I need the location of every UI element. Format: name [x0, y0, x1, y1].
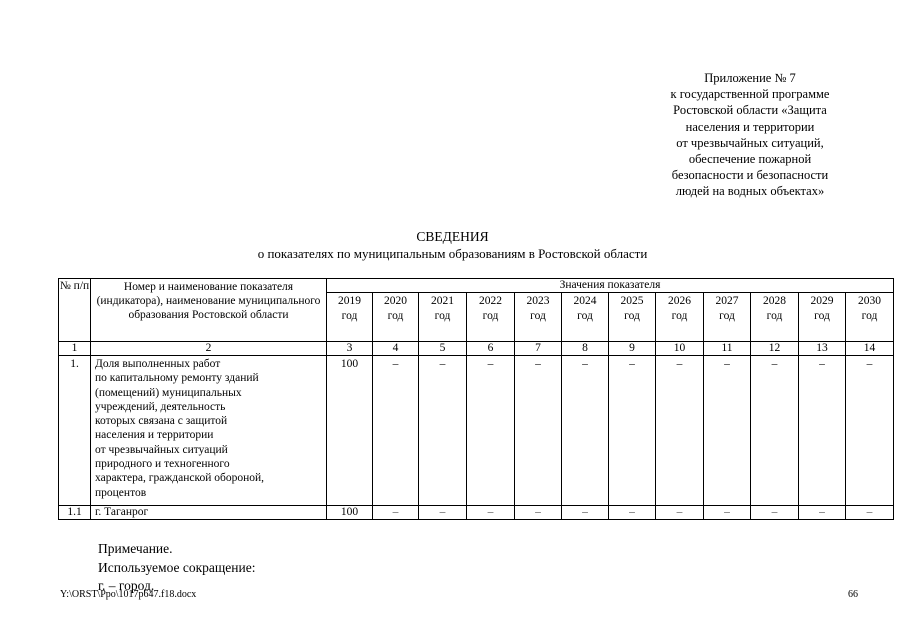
column-index: 13: [799, 342, 846, 356]
note-block: [98, 540, 256, 596]
name-line: учреждений, деятельность: [95, 400, 226, 413]
footer-file-path: Y:\ORST\Ppo\1017p647.f18.docx: [60, 589, 197, 600]
column-index: 5: [419, 342, 467, 356]
header-number: № п/п: [59, 279, 91, 342]
appendix-line: Приложение № 7: [704, 71, 796, 85]
year-label: 2021: [431, 295, 454, 307]
header-year: [656, 293, 704, 342]
appendix-caption: [600, 70, 900, 200]
column-index: 3: [327, 342, 373, 356]
value-cell: –: [846, 506, 894, 520]
table-row: [59, 506, 894, 520]
row-number: 1.: [59, 356, 91, 506]
year-label: 2019: [338, 295, 361, 307]
column-index: 6: [467, 342, 515, 356]
header-year: [751, 293, 799, 342]
value-cell: –: [799, 356, 846, 506]
year-unit: год: [387, 310, 404, 322]
name-line: от чрезвычайных ситуаций: [95, 443, 228, 456]
column-index: 1: [59, 342, 91, 356]
value-cell: –: [751, 506, 799, 520]
appendix-line: населения и территории: [685, 119, 815, 134]
appendix-line: людей на водных объектах»: [675, 184, 825, 199]
year-label: 2030: [858, 295, 882, 307]
row-number: 1.1: [59, 506, 91, 520]
year-unit: год: [577, 310, 593, 322]
year-unit: год: [341, 310, 358, 322]
appendix-line: к государственной программе: [670, 87, 830, 102]
value-cell: 100: [327, 506, 373, 520]
name-line: которых связана с защитой: [95, 415, 228, 428]
year-unit: год: [624, 310, 640, 322]
indicators-table: [58, 278, 894, 520]
column-index: 9: [609, 342, 656, 356]
appendix-line: от чрезвычайных ситуаций,: [676, 135, 824, 150]
page-number: 66: [848, 589, 858, 600]
value-cell: –: [419, 356, 467, 506]
value-cell: –: [609, 506, 656, 520]
year-label: 2025: [620, 295, 644, 307]
column-index: 12: [751, 342, 799, 356]
year-label: 2026: [668, 295, 691, 307]
year-unit: год: [530, 310, 546, 322]
value-cell: –: [562, 506, 609, 520]
document-title: СВЕДЕНИЯ: [416, 229, 489, 244]
note-line: г. – город.: [98, 578, 155, 593]
column-index: 2: [91, 342, 327, 356]
header-year: [419, 293, 467, 342]
header-year: [846, 293, 894, 342]
value-cell: –: [467, 356, 515, 506]
header-year: [609, 293, 656, 342]
value-cell: –: [609, 356, 656, 506]
value-cell: –: [799, 506, 846, 520]
year-unit: год: [814, 310, 830, 322]
year-unit: год: [434, 310, 451, 322]
appendix-line: обеспечение пожарной: [688, 152, 812, 167]
value-cell: –: [562, 356, 609, 506]
row-indicator-name: [91, 356, 327, 506]
name-line: природного и техногенного: [95, 458, 230, 471]
year-label: 2020: [384, 295, 407, 307]
year-label: 2028: [763, 295, 786, 307]
year-label: 2024: [573, 295, 597, 307]
year-unit: год: [861, 310, 878, 322]
note-line: Используемое сокращение:: [98, 559, 256, 575]
table-row: [59, 356, 894, 506]
value-cell: –: [656, 356, 704, 506]
year-label: 2027: [715, 295, 739, 307]
name-line: процентов: [95, 486, 147, 499]
year-label: 2022: [479, 295, 502, 307]
value-cell: –: [704, 506, 751, 520]
header-year: [562, 293, 609, 342]
appendix-line: безопасности и безопасности: [671, 168, 829, 183]
header-indicator-name: Номер и наименование показателя (индикатора), наименование муниципального образования Ростовской области: [91, 279, 327, 342]
value-cell: –: [704, 356, 751, 506]
appendix-line: Ростовской области «Защита: [673, 103, 827, 118]
value-cell: –: [656, 506, 704, 520]
column-index: 11: [704, 342, 751, 356]
row-municipality-name: г. Таганрог: [91, 506, 327, 520]
header-year: [704, 293, 751, 342]
header-year: [515, 293, 562, 342]
table-index-row: [59, 342, 894, 356]
name-line: по капитальному ремонту зданий: [95, 372, 259, 385]
year-unit: год: [719, 310, 735, 322]
table-header-row: [59, 279, 894, 293]
header-year: [373, 293, 419, 342]
name-line: характера, гражданской обороной,: [95, 472, 265, 485]
name-line: населения и территории: [95, 429, 214, 442]
year-unit: год: [766, 310, 783, 322]
column-index: 4: [373, 342, 419, 356]
column-index: 14: [846, 342, 894, 356]
value-cell: –: [467, 506, 515, 520]
value-cell: –: [846, 356, 894, 506]
year-label: 2029: [810, 295, 834, 307]
year-label: 2023: [526, 295, 550, 307]
year-unit: год: [671, 310, 688, 322]
value-cell: 100: [327, 356, 373, 506]
note-title: Примечание.: [98, 541, 173, 556]
name-line: Доля выполненных работ: [95, 358, 221, 370]
value-cell: –: [515, 506, 562, 520]
header-year: [327, 293, 373, 342]
column-index: 10: [656, 342, 704, 356]
value-cell: –: [373, 356, 419, 506]
header-year: [467, 293, 515, 342]
header-values: Значения показателя: [327, 279, 894, 293]
value-cell: –: [373, 506, 419, 520]
column-index: 8: [562, 342, 609, 356]
document-subtitle: о показателях по муниципальным образованиям в Ростовской области: [257, 246, 648, 261]
header-year: [799, 293, 846, 342]
value-cell: –: [515, 356, 562, 506]
value-cell: –: [419, 506, 467, 520]
column-index: 7: [515, 342, 562, 356]
name-line: (помещений) муниципальных: [95, 386, 242, 399]
year-unit: год: [482, 310, 499, 322]
value-cell: –: [751, 356, 799, 506]
